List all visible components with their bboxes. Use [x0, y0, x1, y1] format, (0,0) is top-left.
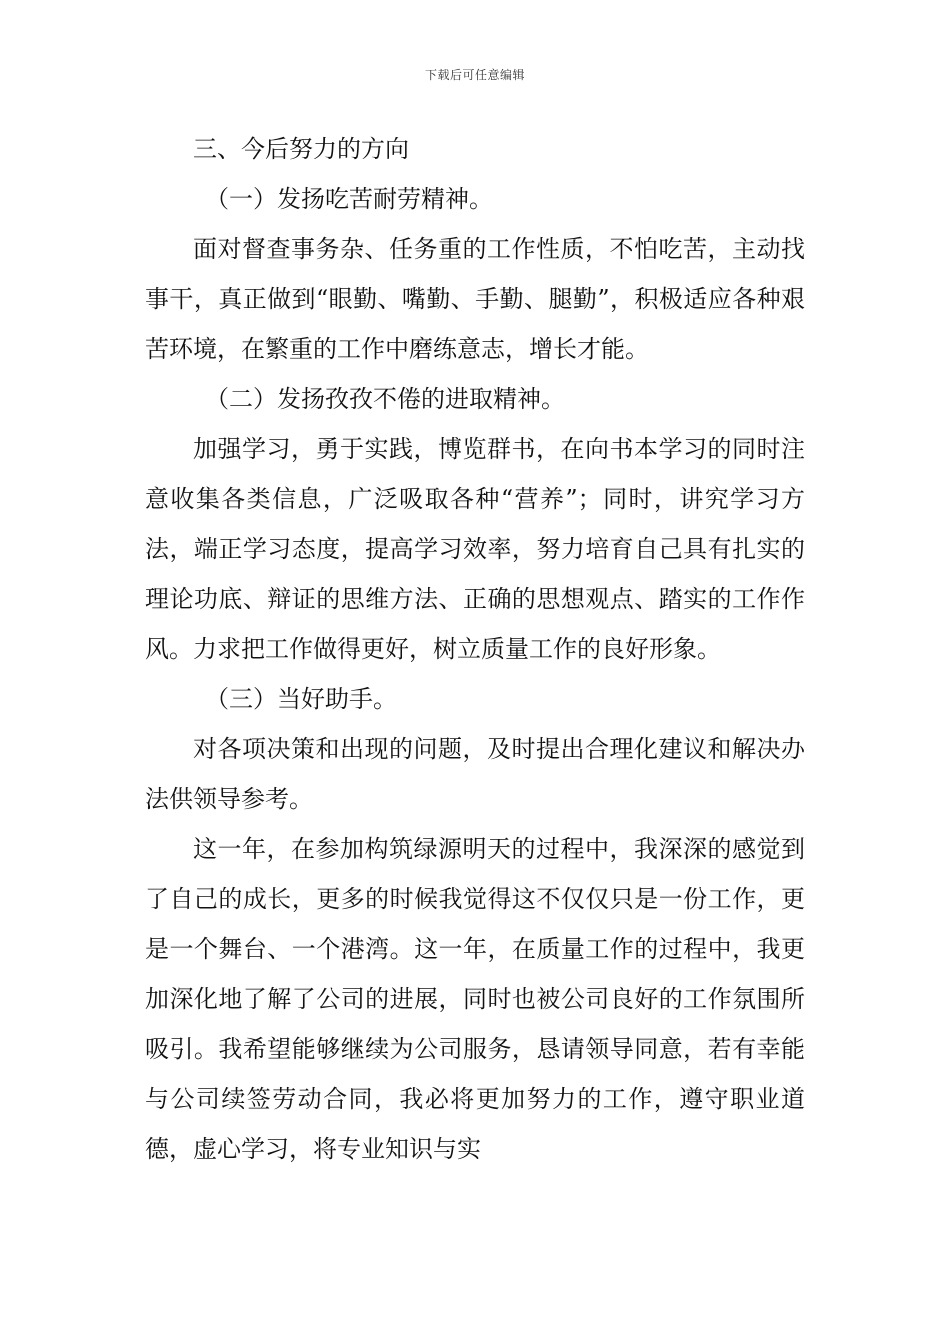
subheading-2: （二）发扬孜孜不倦的进取精神。: [205, 385, 565, 413]
paragraph-2: 加强学习，勇于实践，博览群书，在向书本学习的同时注意收集各类信息，广泛吸取各种“营养”；同时，讲究学习方法，端正学习态度，提高学习效率，努力培育自己具有扎实的理论功底、辩证的思维方法、正确的思想观点、踏实的工作作风。力求把工作做得更好，树立质量工作的良好形象。: [145, 435, 805, 663]
section-heading: 三、今后努力的方向: [193, 135, 409, 163]
paragraph-4: 这一年，在参加构筑绿源明天的过程中，我深深的感觉到了自己的成长，更多的时候我觉得这不仅仅只是一份工作，更是一个舞台、一个港湾。这一年，在质量工作的过程中，我更加深化地了解了公司的进展，同时也被公司良好的工作氛围所吸引。我希望能够继续为公司服务，恳请领导同意，若有幸能与公司续签劳动合同，我必将更加努力的工作，遵守职业道德，虚心学习，将专业知识与实: [145, 835, 805, 1163]
paragraph-3: 对各项决策和出现的问题，及时提出合理化建议和解决办法供领导参考。: [145, 735, 805, 813]
subheading-1: （一）发扬吃苦耐劳精神。: [205, 185, 493, 213]
paragraph-1: 面对督查事务杂、任务重的工作性质，不怕吃苦，主动找事干，真正做到“眼勤、嘴勤、手勤、腿勤”，积极适应各种艰苦环境，在繁重的工作中磨练意志，增长才能。: [145, 235, 805, 363]
page-header: 下载后可任意编辑: [424, 68, 525, 82]
subheading-3: （三）当好助手。: [205, 685, 397, 713]
document-body: [145, 124, 805, 1174]
